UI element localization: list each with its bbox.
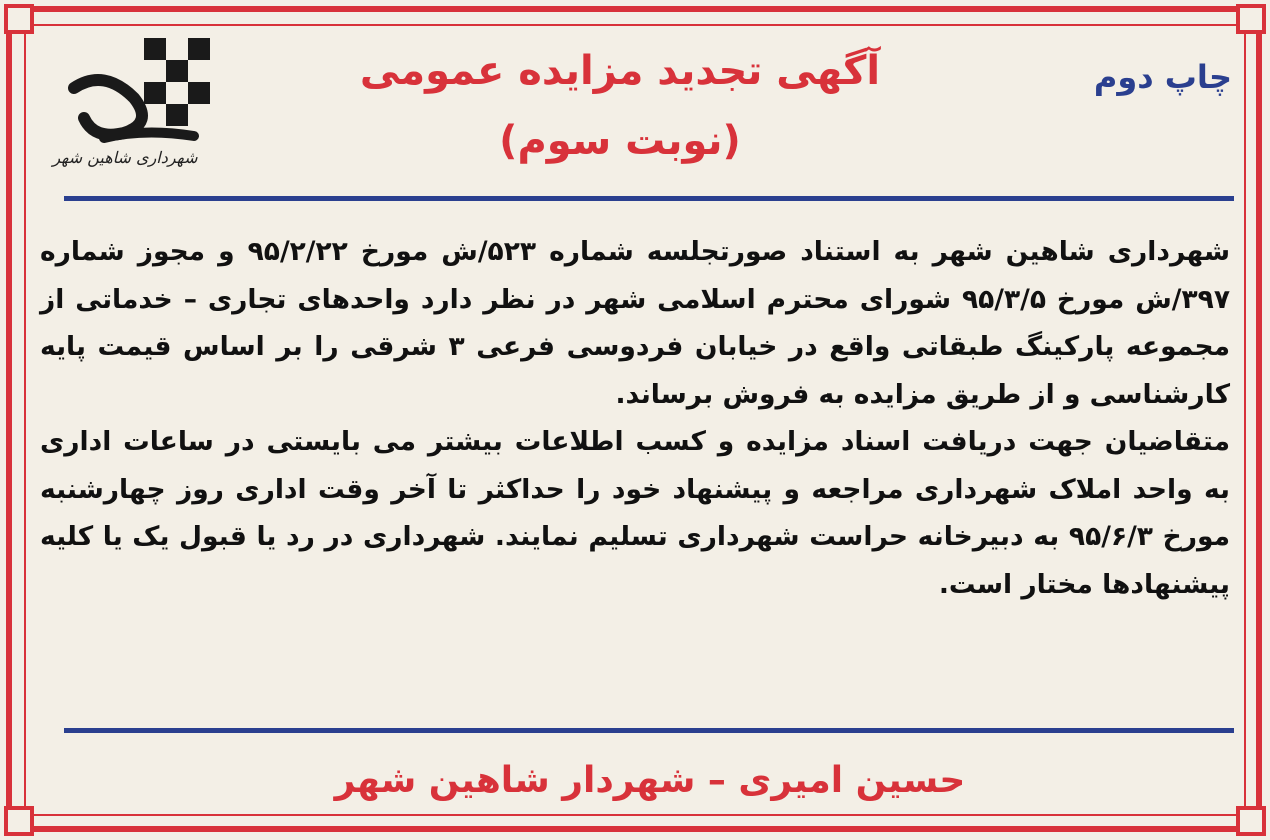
signature: حسین امیری – شهردار شاهین شهر	[334, 760, 966, 801]
frame-corner-bottom-left	[4, 806, 34, 836]
frame-corner-bottom-right	[1236, 806, 1266, 836]
notice-round: (نوبت سوم)	[499, 118, 741, 164]
notice-body	[40, 228, 1230, 608]
edition-label: چاپ دوم	[1093, 58, 1232, 96]
header-divider	[64, 196, 1234, 201]
body-paragraph-2: متقاضیان جهت دریافت اسناد مزایده و کسب اطلاعات بیشتر می بایستی در ساعات اداری به واحد املاک شهرداری مراجعه و پیشنهاد خود را حداکثر تا آخر وقت اداری روز چهارشنبه مورخ ۹۵/۶/۳ به دبیرخانه حراست شهرداری تسلیم نمایند. شهرداری در رد یا قبول یک یا کلیه پیشنهادها مختار است.	[40, 426, 1231, 600]
footer-divider	[64, 728, 1234, 733]
logo-caption: شهرداری شاهین شهر	[52, 148, 198, 167]
frame-corner-top-right	[1236, 4, 1266, 34]
frame-corner-top-left	[4, 4, 34, 34]
notice-title: آگهی تجدید مزایده عمومی	[359, 48, 881, 94]
municipality-logo	[44, 28, 224, 208]
body-paragraph-1: شهرداری شاهین شهر به استناد صورتجلسه شماره ۵۲۳/ش مورخ ۹۵/۲/۲۲ و مجوز شماره ۳۹۷/ش مورخ ۹۵/۳/۵ شورای محترم اسلامی شهر در نظر دارد واحدهای تجاری – خدماتی از مجموعه پارکینگ طبقاتی واقع در خیابان فردوسی فرعی ۳ شرقی را بر اساس قیمت پایه کارشناسی و از طریق مزایده به فروش برساند.	[40, 236, 1231, 410]
checker-logo-icon	[44, 28, 224, 158]
